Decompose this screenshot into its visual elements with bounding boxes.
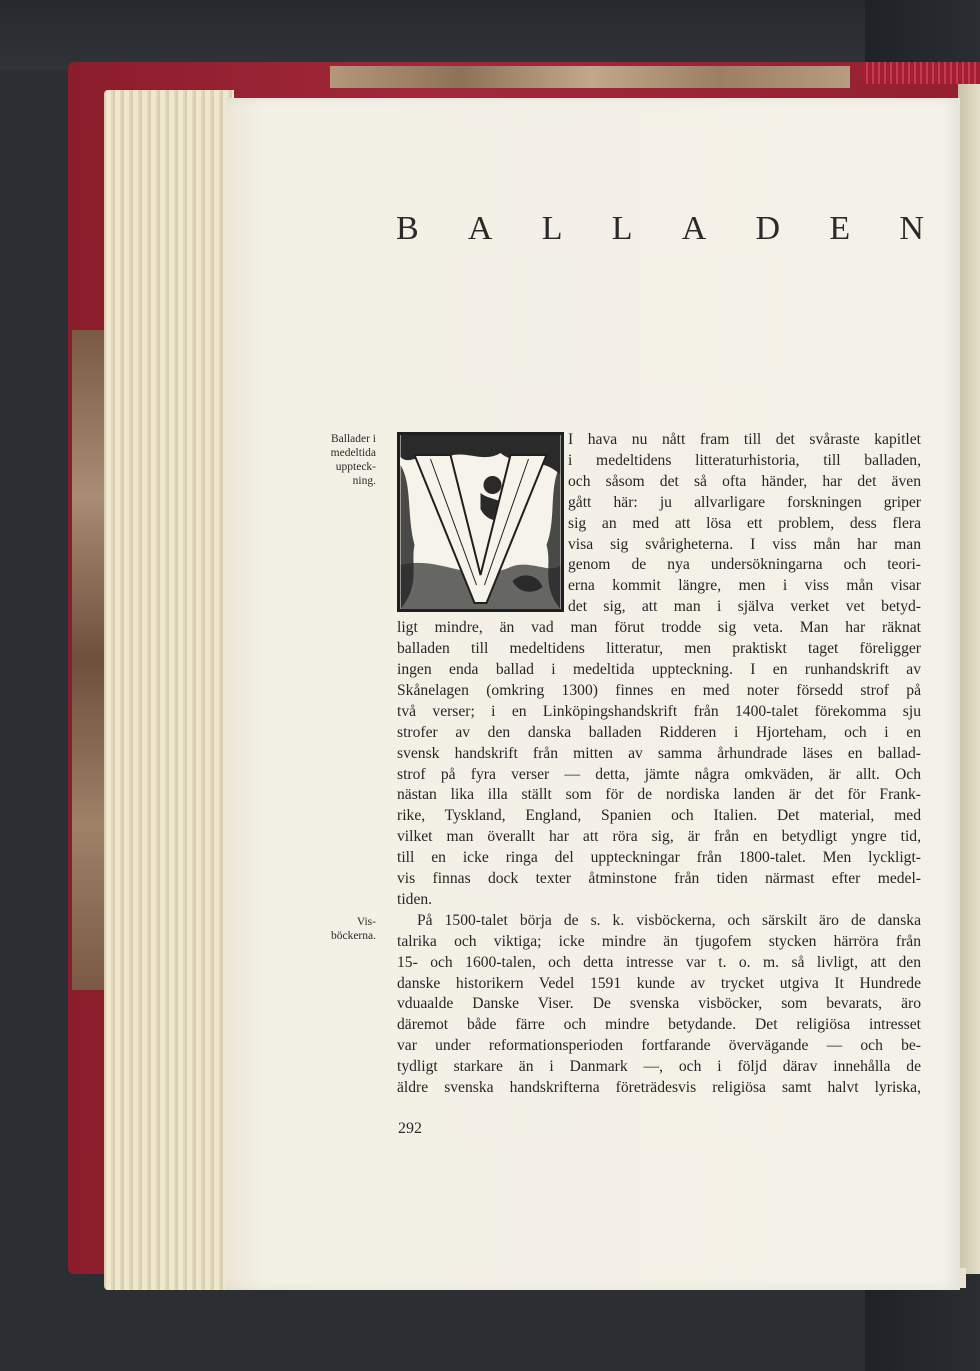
- text-line: danske historikern Vedel 1591 kunde av trycket utgiva It Hundrede: [397, 974, 921, 992]
- text-line: rike, Tyskland, England, Spanien och Italien. Det material, med: [397, 807, 921, 825]
- text-line: Skånelagen (omkring 1300) finnes en med noter försedd strof på: [397, 681, 921, 699]
- title-letter: A: [681, 210, 707, 247]
- chapter-title: [396, 210, 924, 248]
- text-line: ligt mindre, än vad man förut trodde sig veta. Man har räknat: [397, 619, 921, 637]
- text-line: strof på fyra verser — detta, jämte några omkväden, är allt. Och: [397, 765, 921, 783]
- text-line: I hava nu nått fram till det svåraste kapitlet: [568, 431, 921, 448]
- title-letter: L: [541, 210, 563, 247]
- text-line: svensk handskrift från mitten av samma århundrade läses en ballad-: [397, 744, 921, 762]
- cover-marbling-left: [72, 330, 104, 990]
- text-line: gått här: ju allvarligare forskningen griper: [568, 493, 921, 511]
- body-text: [397, 430, 921, 1099]
- text-line: 15- och 1600-talen, och detta intresse var t. o. m. så livligt, att den: [397, 953, 921, 971]
- title-letter: N: [899, 210, 924, 247]
- text-line: genom de nya undersökningarna och teori-: [568, 556, 921, 574]
- title-letter: D: [755, 210, 781, 247]
- text-line: vilket man överallt har att röra sig, är från en betydligt yngre tid,: [397, 828, 921, 846]
- cover-marbling-top: [330, 66, 850, 88]
- text-line: äldre svenska handskrifterna företrädesvis religiösa samt halvt lyriska,: [397, 1079, 921, 1097]
- text-line: strofer av den danska balladen Ridderen i Hjorteham, och i en: [397, 723, 921, 741]
- text-line: vduaalde Danske Viser. De svenska visböcker, som bevarats, äro: [397, 995, 921, 1013]
- page-number: 292: [398, 1120, 422, 1137]
- title-letter: E: [829, 210, 851, 247]
- text-line: var under reformationsperioden fortfarande övervägande — och be-: [397, 1037, 921, 1055]
- title-letter: L: [611, 210, 633, 247]
- text-line: tiden.: [397, 890, 433, 908]
- text-line: och såsom det så ofta händer, har det även: [568, 472, 921, 490]
- text-line: det sig, att man i själva verket vet betyd-: [568, 598, 921, 616]
- text-line: två verser; i en Linköpingshandskrift från 1400-talet förekomma sju: [397, 702, 921, 720]
- title-letter: B: [396, 210, 419, 247]
- text-line: ingen enda ballad i medeltida uppteckning. I en runhandskrift av: [397, 660, 921, 678]
- text-line: nästan lika illa ställt som för de nordiska landen är det för Frank-: [397, 786, 921, 804]
- text-line: sig an med att lösa ett problem, dess flera: [568, 514, 921, 532]
- title-letter: A: [467, 210, 493, 247]
- text-line: vis finnas dock texter åtminstone från tiden närmast efter medel-: [397, 870, 921, 888]
- margin-note-ballads: Ballader i medeltida uppteck-ning.: [330, 433, 376, 487]
- text-line: visa sig svårigheterna. I viss mån har man: [568, 535, 921, 553]
- text-line: På 1500-talet börja de s. k. visböckerna, och särskilt äro de danska: [417, 911, 921, 929]
- text-line: i medeltidens litteraturhistoria, till balladen,: [568, 451, 921, 469]
- text-line: däremot både färre och mindre betydande. Det religiösa intresset: [397, 1016, 921, 1034]
- text-line: balladen till medeltidens litteratur, men praktiskt taget föreligger: [397, 640, 921, 658]
- page-stack: [104, 90, 234, 1290]
- text-line: erna kommit längre, men i viss mån visar: [568, 577, 921, 595]
- text-line: talrika och viktiga; icke mindre än tjugofem stycken härröra från: [397, 932, 921, 950]
- book-spine-edge: [958, 84, 980, 1274]
- red-page-edge: [862, 62, 980, 84]
- text-line: till en icke ringa del uppteckningar från 1800-talet. Men lyckligt-: [397, 849, 921, 867]
- scan-background-top: [0, 0, 980, 70]
- margin-note-songbooks: Vis-böckerna.: [330, 916, 376, 942]
- text-line: tydligt starkare än i Danmark —, och i följd därav innehålla de: [397, 1058, 921, 1076]
